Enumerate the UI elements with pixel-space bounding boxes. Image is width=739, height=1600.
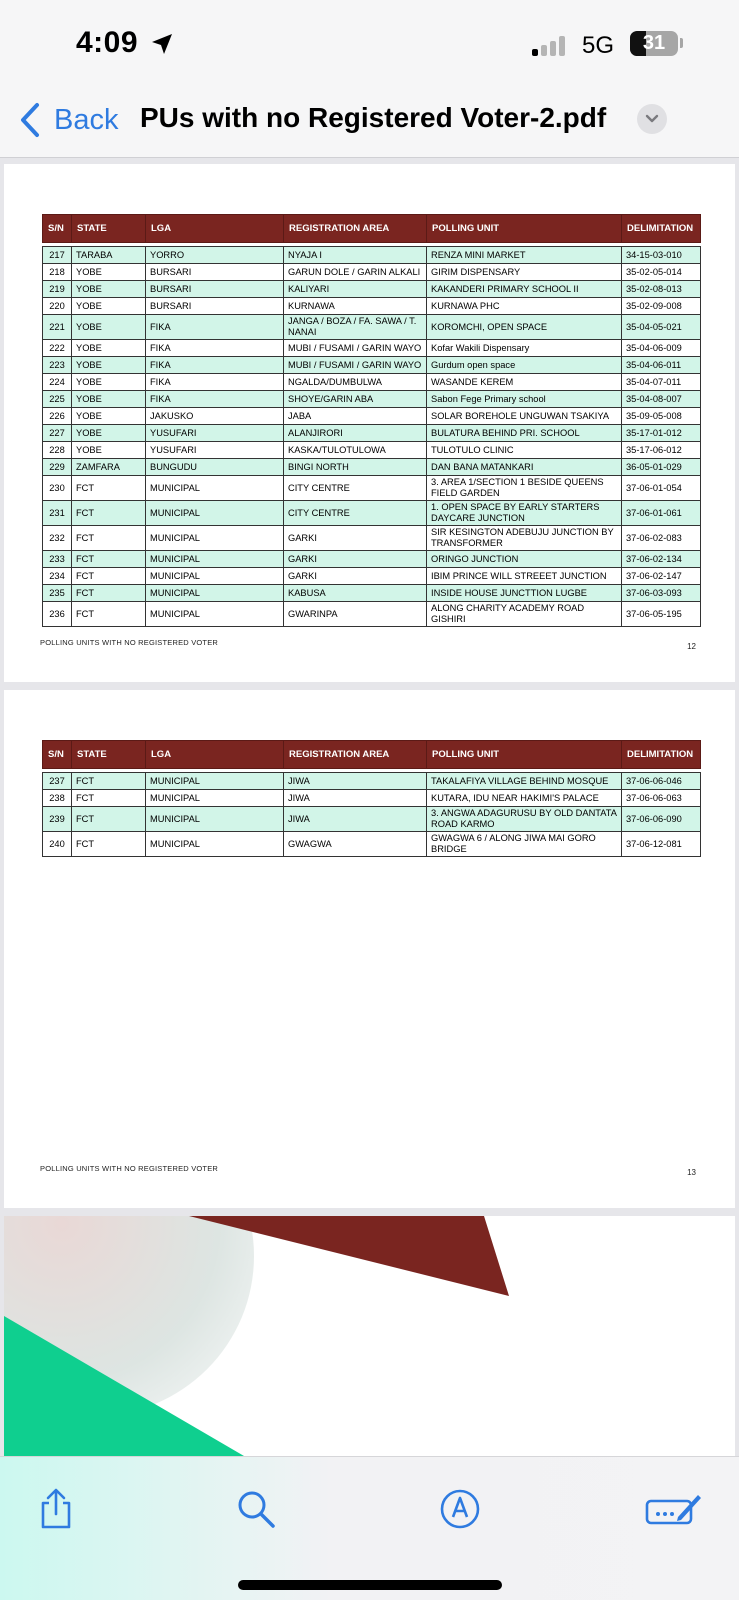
table-cell: FIKA	[146, 374, 284, 391]
table-cell: 37-06-06-090	[622, 807, 701, 832]
table-cell: 240	[43, 832, 72, 857]
table-cell: 225	[43, 391, 72, 408]
table-cell: 37-06-02-134	[622, 551, 701, 568]
table-cell: MUNICIPAL	[146, 501, 284, 526]
table-cell: YOBE	[72, 264, 146, 281]
table-cell: SHOYE/GARIN ABA	[284, 391, 427, 408]
table-row	[43, 602, 701, 627]
column-header: LGA	[146, 741, 284, 769]
table-row	[43, 832, 701, 857]
table-cell: GARKI	[284, 526, 427, 551]
navigation-header	[0, 0, 739, 158]
table-cell: FCT	[72, 602, 146, 627]
table-cell: MUNICIPAL	[146, 602, 284, 627]
table-cell: 35-04-06-009	[622, 340, 701, 357]
table-cell: YOBE	[72, 315, 146, 340]
title-menu-button[interactable]	[637, 104, 667, 134]
table-row	[43, 790, 701, 807]
pdf-page-13	[4, 690, 735, 1208]
table-cell: Sabon Fege Primary school	[427, 391, 622, 408]
table-cell: YOBE	[72, 298, 146, 315]
markup-icon	[438, 1487, 482, 1531]
table-cell: 230	[43, 476, 72, 501]
column-header: STATE	[72, 215, 146, 243]
table-cell: 35-04-05-021	[622, 315, 701, 340]
network-type: 5G	[582, 32, 615, 59]
cover-graphic	[4, 1216, 735, 1456]
table-cell: KALIYARI	[284, 281, 427, 298]
table-cell: KURNAWA PHC	[427, 298, 622, 315]
table-cell: MUNICIPAL	[146, 773, 284, 790]
table-cell: FIKA	[146, 340, 284, 357]
table-cell: 3. AREA 1/SECTION 1 BESIDE QUEENS FIELD GARDEN	[427, 476, 622, 501]
table-row	[43, 459, 701, 476]
table-row	[43, 357, 701, 374]
table-cell: KABUSA	[284, 585, 427, 602]
table-cell: 35-02-09-008	[622, 298, 701, 315]
table-cell: SOLAR BOREHOLE UNGUWAN TSAKIYA	[427, 408, 622, 425]
table-cell: 217	[43, 247, 72, 264]
table-cell: GIRIM DISPENSARY	[427, 264, 622, 281]
table-cell: YUSUFARI	[146, 425, 284, 442]
column-header: DELIMITATION	[622, 741, 701, 769]
page-footer: POLLING UNITS WITH NO REGISTERED VOTER	[40, 1164, 219, 1173]
table-cell: 237	[43, 773, 72, 790]
table-cell: 219	[43, 281, 72, 298]
table-body	[43, 243, 701, 627]
table-cell: JIWA	[284, 790, 427, 807]
table-cell: 227	[43, 425, 72, 442]
form-fill-button[interactable]	[644, 1487, 702, 1531]
table-cell: JIWA	[284, 807, 427, 832]
table-cell: JAKUSKO	[146, 408, 284, 425]
table-cell: RENZA MINI MARKET	[427, 247, 622, 264]
table-cell: FCT	[72, 790, 146, 807]
table-cell: GWARINPA	[284, 602, 427, 627]
table-cell: WASANDE KEREM	[427, 374, 622, 391]
pdf-page-14	[4, 1216, 735, 1456]
table-cell: 37-06-02-147	[622, 568, 701, 585]
column-header: POLLING UNIT	[427, 741, 622, 769]
pdf-page-12	[4, 164, 735, 682]
table-cell: 224	[43, 374, 72, 391]
table-row	[43, 807, 701, 832]
table-cell: NYAJA I	[284, 247, 427, 264]
table-cell: ALANJIRORI	[284, 425, 427, 442]
table-cell: 35-04-08-007	[622, 391, 701, 408]
table-cell: NGALDA/DUMBULWA	[284, 374, 427, 391]
table-cell: MUNICIPAL	[146, 551, 284, 568]
table-cell: 218	[43, 264, 72, 281]
table-row	[43, 585, 701, 602]
table-row	[43, 391, 701, 408]
table-cell: GWAGWA	[284, 832, 427, 857]
table-cell: YOBE	[72, 281, 146, 298]
polling-units-table	[42, 740, 701, 857]
table-cell: FCT	[72, 807, 146, 832]
table-row	[43, 425, 701, 442]
table-cell: YOBE	[72, 442, 146, 459]
table-cell: 228	[43, 442, 72, 459]
table-cell: YOBE	[72, 374, 146, 391]
table-cell: 232	[43, 526, 72, 551]
table-cell: FIKA	[146, 357, 284, 374]
table-cell: 3. ANGWA ADAGURUSU BY OLD DANTATA ROAD KARMO	[427, 807, 622, 832]
table-cell: 35-09-05-008	[622, 408, 701, 425]
search-button[interactable]	[234, 1487, 278, 1531]
table-cell: MUNICIPAL	[146, 585, 284, 602]
table-row	[43, 340, 701, 357]
column-header: DELIMITATION	[622, 215, 701, 243]
table-cell: 229	[43, 459, 72, 476]
table-cell: FIKA	[146, 315, 284, 340]
table-cell: YORRO	[146, 247, 284, 264]
table-cell: MUBI / FUSAMI / GARIN WAYO	[284, 357, 427, 374]
table-cell: MUBI / FUSAMI / GARIN WAYO	[284, 340, 427, 357]
form-fill-icon	[644, 1487, 702, 1531]
table-body	[43, 769, 701, 857]
table-row	[43, 551, 701, 568]
table-cell: 239	[43, 807, 72, 832]
table-cell: 234	[43, 568, 72, 585]
page-number: 12	[687, 642, 696, 651]
table-cell: TAKALAFIYA VILLAGE BEHIND MOSQUE	[427, 773, 622, 790]
back-label: Back	[54, 103, 119, 136]
column-header: S/N	[43, 741, 72, 769]
table-cell: 231	[43, 501, 72, 526]
table-cell: 35-02-08-013	[622, 281, 701, 298]
table-cell: MUNICIPAL	[146, 568, 284, 585]
table-cell: 37-06-01-054	[622, 476, 701, 501]
table-cell: KURNAWA	[284, 298, 427, 315]
table-cell: FCT	[72, 773, 146, 790]
table-cell: MUNICIPAL	[146, 526, 284, 551]
table-cell: CITY CENTRE	[284, 476, 427, 501]
table-cell: FCT	[72, 501, 146, 526]
table-cell: 222	[43, 340, 72, 357]
table-cell: TULOTULO CLINIC	[427, 442, 622, 459]
table-cell: YOBE	[72, 357, 146, 374]
markup-button[interactable]	[438, 1487, 482, 1531]
table-cell: INSIDE HOUSE JUNCTTION LUGBE	[427, 585, 622, 602]
column-header: POLLING UNIT	[427, 215, 622, 243]
table-cell: KASKA/TULOTULOWA	[284, 442, 427, 459]
table-cell: JABA	[284, 408, 427, 425]
table-row	[43, 442, 701, 459]
table-cell: DAN BANA MATANKARI	[427, 459, 622, 476]
column-header: REGISTRATION AREA	[284, 741, 427, 769]
table-cell: ORINGO JUNCTION	[427, 551, 622, 568]
table-cell: YUSUFARI	[146, 442, 284, 459]
table-cell: 34-15-03-010	[622, 247, 701, 264]
table-cell: 221	[43, 315, 72, 340]
table-cell: FCT	[72, 585, 146, 602]
table-cell: YOBE	[72, 391, 146, 408]
table-cell: CITY CENTRE	[284, 501, 427, 526]
table-cell: MUNICIPAL	[146, 476, 284, 501]
table-cell: BUNGUDU	[146, 459, 284, 476]
table-cell: 223	[43, 357, 72, 374]
home-indicator	[238, 1580, 502, 1590]
polling-units-table	[42, 214, 701, 627]
table-cell: Gurdum open space	[427, 357, 622, 374]
table-cell: YOBE	[72, 425, 146, 442]
table-row	[43, 526, 701, 551]
table-row	[43, 281, 701, 298]
share-button[interactable]	[34, 1487, 78, 1531]
table-row	[43, 501, 701, 526]
table-cell: 226	[43, 408, 72, 425]
back-button[interactable]	[20, 100, 118, 140]
table-row	[43, 315, 701, 340]
table-header-row	[43, 215, 701, 243]
table-cell: 235	[43, 585, 72, 602]
table-cell: TARABA	[72, 247, 146, 264]
table-row	[43, 408, 701, 425]
table-cell: 220	[43, 298, 72, 315]
chevron-left-icon	[20, 102, 40, 138]
table-cell: 35-17-06-012	[622, 442, 701, 459]
table-cell: FCT	[72, 526, 146, 551]
document-title[interactable]: PUs with no Registered Voter-2.pdf	[140, 102, 607, 133]
table-cell: GARKI	[284, 551, 427, 568]
table-cell: BURSARI	[146, 298, 284, 315]
battery-icon	[630, 31, 678, 56]
table-cell: 37-06-12-081	[622, 832, 701, 857]
table-cell: MUNICIPAL	[146, 832, 284, 857]
table-cell: 37-06-06-046	[622, 773, 701, 790]
table-row	[43, 298, 701, 315]
column-header: S/N	[43, 215, 72, 243]
table-cell: JANGA / BOZA / FA. SAWA / T. NANAI	[284, 315, 427, 340]
table-row	[43, 568, 701, 585]
cellular-signal-icon	[532, 36, 568, 56]
table-row	[43, 773, 701, 790]
column-header: STATE	[72, 741, 146, 769]
table-cell: 233	[43, 551, 72, 568]
table-cell: 36-05-01-029	[622, 459, 701, 476]
location-arrow-icon	[150, 32, 174, 56]
table-cell: 35-02-05-014	[622, 264, 701, 281]
table-cell: 35-04-07-011	[622, 374, 701, 391]
table-row	[43, 247, 701, 264]
table-cell: MUNICIPAL	[146, 790, 284, 807]
bottom-toolbar	[0, 1456, 739, 1600]
table-cell: 37-06-06-063	[622, 790, 701, 807]
table-cell: 236	[43, 602, 72, 627]
chevron-down-icon	[645, 114, 659, 124]
table-cell: GARKI	[284, 568, 427, 585]
table-cell: 35-17-01-012	[622, 425, 701, 442]
table-cell: FCT	[72, 551, 146, 568]
table-row	[43, 476, 701, 501]
table-cell: Kofar Wakili Dispensary	[427, 340, 622, 357]
table-cell: KOROMCHI, OPEN SPACE	[427, 315, 622, 340]
battery-level: 31	[642, 32, 666, 54]
table-cell: 37-06-03-093	[622, 585, 701, 602]
search-icon	[234, 1487, 278, 1531]
table-cell: 37-06-05-195	[622, 602, 701, 627]
table-cell: GWAGWA 6 / ALONG JIWA MAI GORO BRIDGE	[427, 832, 622, 857]
page-number: 13	[687, 1168, 696, 1177]
table-row	[43, 374, 701, 391]
table-cell: BURSARI	[146, 281, 284, 298]
table-cell: KUTARA, IDU NEAR HAKIMI'S PALACE	[427, 790, 622, 807]
table-cell: KAKANDERI PRIMARY SCHOOL II	[427, 281, 622, 298]
table-cell: 37-06-01-061	[622, 501, 701, 526]
table-row	[43, 264, 701, 281]
table-cell: MUNICIPAL	[146, 807, 284, 832]
column-header: LGA	[146, 215, 284, 243]
table-cell: 35-04-06-011	[622, 357, 701, 374]
table-cell: FCT	[72, 568, 146, 585]
table-cell: BURSARI	[146, 264, 284, 281]
column-header: REGISTRATION AREA	[284, 215, 427, 243]
share-icon	[34, 1487, 78, 1531]
table-header-row	[43, 741, 701, 769]
table-cell: SIR KESINGTON ADEBUJU JUNCTION BY TRANSFORMER	[427, 526, 622, 551]
table-cell: IBIM PRINCE WILL STREEET JUNCTION	[427, 568, 622, 585]
table-cell: GARUN DOLE / GARIN ALKALI	[284, 264, 427, 281]
table-cell: FCT	[72, 476, 146, 501]
table-cell: YOBE	[72, 408, 146, 425]
table-cell: BULATURA BEHIND PRI. SCHOOL	[427, 425, 622, 442]
table-cell: ZAMFARA	[72, 459, 146, 476]
table-cell: BINGI NORTH	[284, 459, 427, 476]
table-cell: 238	[43, 790, 72, 807]
table-cell: FCT	[72, 832, 146, 857]
table-cell: YOBE	[72, 340, 146, 357]
table-cell: ALONG CHARITY ACADEMY ROAD GISHIRI	[427, 602, 622, 627]
page-footer: POLLING UNITS WITH NO REGISTERED VOTER	[40, 638, 219, 647]
status-time: 4:09	[76, 26, 139, 59]
table-cell: JIWA	[284, 773, 427, 790]
table-cell: FIKA	[146, 391, 284, 408]
table-cell: 1. OPEN SPACE BY EARLY STARTERS DAYCARE JUNCTION	[427, 501, 622, 526]
table-cell: 37-06-02-083	[622, 526, 701, 551]
